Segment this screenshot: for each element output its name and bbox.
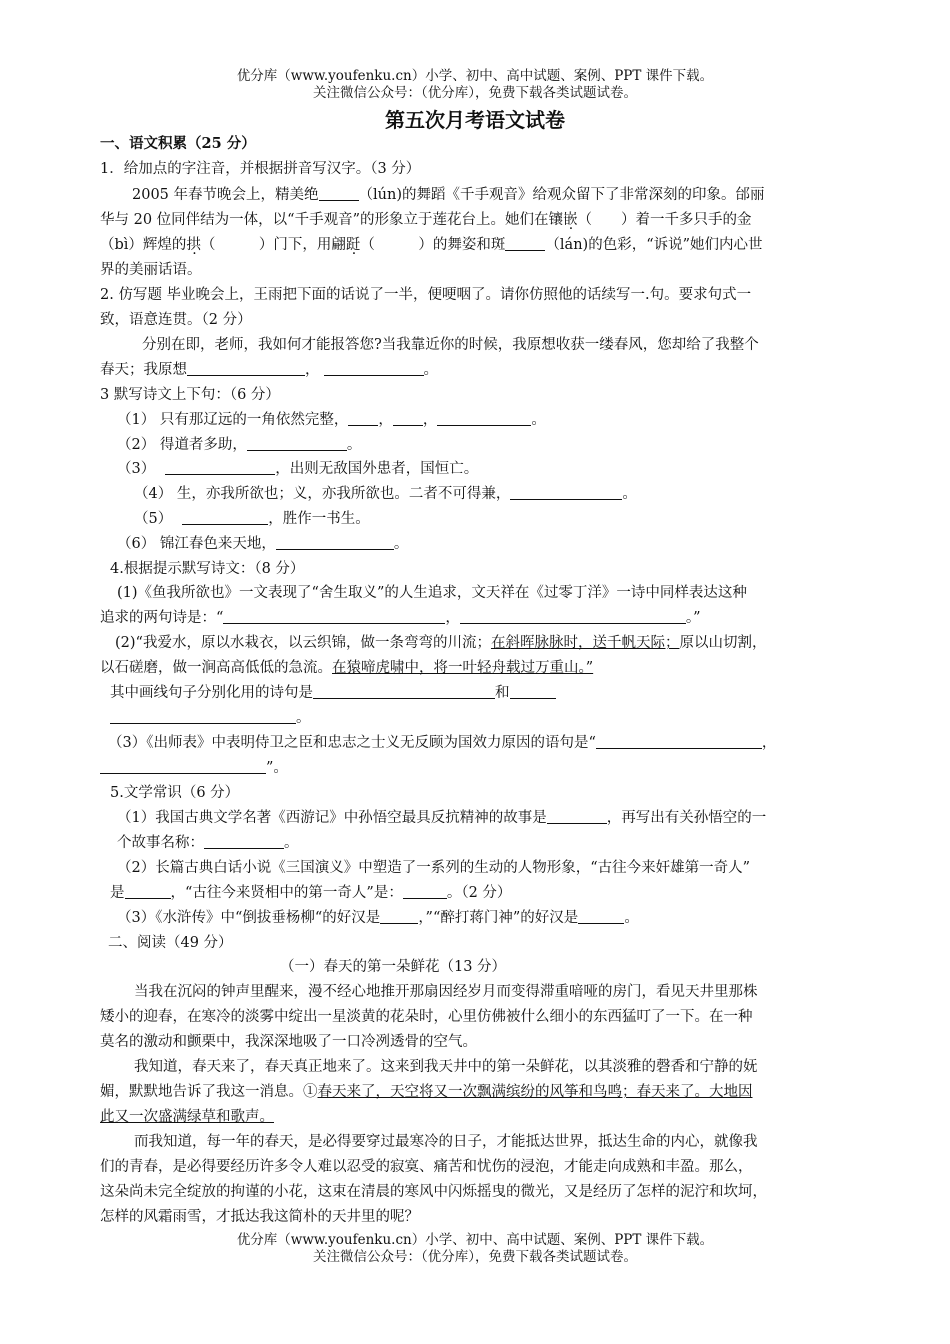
- q4-blank-3b[interactable]: [100, 759, 266, 774]
- q4-p2-line4: 。: [110, 708, 890, 728]
- para1-line2: 矮小的迎春，在寒冷的淡雾中绽出一星淡黄的花朵时，心里仿佛被什么细小的东西猛叮了一下。在一种: [100, 1009, 753, 1025]
- q5-stem: 5.文学常识（6 分）: [110, 785, 240, 801]
- para1-line3: 莫名的激动和颤栗中，我深深地吸了一口冷冽透骨的空气。: [100, 1034, 477, 1050]
- q3-blank-5[interactable]: [182, 510, 268, 525]
- section1-heading: 一、语文积累（25 分）: [100, 135, 256, 152]
- q3-blank-3[interactable]: [165, 460, 275, 475]
- q2-blank-2[interactable]: [324, 361, 424, 376]
- q4-p2-line2: 以石磋磨，做一涧高高低低的急流。在猿啼虎啸中，将一叶轻舟载过万重山。”: [100, 660, 594, 676]
- para2-line2: 媚，默默地告诉了我这一消息。①春天来了，天空将又一次飘满缤纷的风筝和鸟鸣；春天来了。大地因: [100, 1084, 753, 1100]
- reading-subtitle: （一）春天的第一朵鲜花（13 分）: [280, 959, 507, 975]
- q5-blank-3b[interactable]: [578, 909, 624, 924]
- q4-blank-1b[interactable]: [460, 609, 686, 624]
- q3-stem: 3 默写诗文上下句：（6 分）: [100, 387, 280, 403]
- para3-line4: 怎样的风霜雨雪，才抵达我这简朴的天井里的呢？: [100, 1209, 419, 1225]
- para3-line2: 们的青春，是必得要经历许多令人难以忍受的寂寞、痛苦和忧伤的浸泡，才能走向成熟和丰盈。那么，: [100, 1159, 753, 1175]
- q1-line2: 华与 20 位同伴结为一体，以“千手观音”的形象立于莲花台上。她们在镶嵌（ ）着一千多只手的金: [100, 212, 752, 228]
- header-line-1: 优分库（www.youfenku.cn）小学、初中、高中试题、案例、PPT 课件下载。: [236, 68, 714, 84]
- q4-blank-2a[interactable]: [313, 684, 495, 699]
- q3-item-6: （6） 锦江春色来天地， 。: [117, 536, 409, 552]
- q4-p1-line1: (1)《鱼我所欲也》一文表现了“舍生取义”的人生追求，文天祥在《过零丁洋》一诗中同样表达这种: [117, 585, 747, 601]
- q4-p2-line1: (2)“我爱水，原以水栽衣，以云织锦，做一条弯弯的川流；在斜晖脉脉时，送千帆天际；原以山切割，: [115, 635, 767, 651]
- q3-item-4: （4） 生，亦我所欲也；义，亦我所欲也。二者不可得兼， 。: [134, 486, 637, 502]
- q2-blank-1[interactable]: [187, 361, 305, 376]
- para2-line3: 此又一次盛满绿草和歌声。: [100, 1109, 274, 1125]
- q3-blank-1b[interactable]: [393, 411, 423, 426]
- q1-line1: 2005 年春节晚会上，精美绝 （lún)的舞蹈《千手观音》给观众留下了非常深刻的印象。邰丽: [132, 187, 765, 203]
- q3-blank-4[interactable]: [510, 485, 622, 500]
- para2-line1: 我知道，春天来了，春天真正地来了。这来到我天井中的第一朵鲜花，以其淡雅的磬香和宁静的妩: [134, 1059, 758, 1075]
- q5-p2-line2: 是 ，“古往今来贤相中的第一奇人”是： 。（2 分）: [110, 885, 512, 901]
- q2-line2: 春天；我原想 ， 。: [100, 362, 438, 378]
- q5-blank-1b[interactable]: [204, 834, 284, 849]
- para3-line1: 而我知道，每一年的春天，是必得要穿过最寒冷的日子，才能抵达世界，抵达生命的内心，就像我: [134, 1134, 758, 1150]
- q1-stem: 1．给加点的字注音，并根据拼音写汉字。（3 分）: [100, 161, 421, 177]
- q5-p2-line1: （2）长篇古典白话小说《三国演义》中塑造了一系列的生动的人物形象，“古往今来奸雄第一奇人”: [117, 860, 751, 876]
- q2-stem-2: 致，语意连贯。（2 分）: [100, 312, 252, 328]
- q5-blank-2a[interactable]: [125, 884, 171, 899]
- q2-stem-1: 2. 仿写题 毕业晚会上，王雨把下面的话说了一半，便哽咽了。请你仿照他的话续写一.句。要求句式一: [100, 287, 752, 303]
- page-title: 第五次月考语文试卷: [385, 108, 565, 132]
- para1-line1: 当我在沉闷的钟声里醒来，漫不经心地推开那扇因经岁月而变得滞重喑哑的房门，看见天井里那株: [134, 984, 758, 1000]
- q5-p3-line: （3）《水浒传》中“倒拔垂杨柳“的好汉是 ，”“醉打蒋门神”的好汉是 。: [117, 910, 639, 926]
- q2-line1: 分别在即，老师，我如何才能报答您?当我靠近你的时候，我原想收获一缕春风，您却给了我整个: [142, 337, 759, 353]
- q1-line4: 界的美丽话语。: [100, 262, 202, 278]
- q1-line3: （bì）辉煌的拱（ ）门下，用翩跹（ ）的舞姿和斑 （lán)的色彩，“诉说”她们内心世: [100, 237, 763, 253]
- q4-blank-1a[interactable]: [223, 609, 445, 624]
- q5-blank-3a[interactable]: [380, 909, 418, 924]
- para3-line3: 这朵尚未完全绽放的拘谨的小花，这束在清晨的寒风中闪烁摇曳的微光，又是经历了怎样的泥泞和坎坷，: [100, 1184, 767, 1200]
- q5-p1-line2: 个故事名称： 。: [117, 835, 299, 851]
- q3-item-5: （5） ，胜作一书生。: [134, 511, 370, 527]
- q5-blank-1a[interactable]: [547, 809, 607, 824]
- q1-blank-lan[interactable]: [505, 236, 545, 251]
- q5-blank-2b[interactable]: [403, 884, 447, 899]
- q5-p1-line1: （1）我国古典文学名著《西游记》中孙悟空最具反抗精神的故事是 ，再写出有关孙悟空的一: [117, 810, 767, 826]
- footer-line-2: 关注微信公众号：（优分库），免费下载各类试题试卷。: [313, 1249, 637, 1265]
- q3-item-3: （3） ，出则无敌国外患者，国恒亡。: [117, 461, 479, 477]
- q4-blank-2b[interactable]: [510, 684, 556, 699]
- q1-blank-lun[interactable]: [319, 186, 359, 201]
- q4-blank-2c[interactable]: [110, 709, 296, 724]
- q3-item-2: （2） 得道者多助， 。: [117, 437, 362, 453]
- q4-p1-line2: 追求的两句诗是：“ ， 。”: [100, 610, 701, 626]
- q4-p3-line1: （3）《出师表》中表明侍卫之臣和忠志之士义无反顾为国效力原因的语句是“ ，: [108, 735, 777, 751]
- q3-item-1: （1） 只有那辽远的一角依然完整， ， ， 。: [117, 412, 546, 428]
- q4-p3-line2: ”。: [100, 758, 880, 778]
- q3-blank-1c[interactable]: [437, 411, 531, 426]
- section2-heading: 二、阅读（49 分）: [108, 935, 233, 951]
- q3-blank-2[interactable]: [247, 436, 347, 451]
- q3-blank-6[interactable]: [276, 535, 394, 550]
- q4-p2-line3: 其中画线句子分别化用的诗句是 和: [110, 683, 890, 703]
- q4-blank-3a[interactable]: [596, 734, 762, 749]
- q3-blank-1a[interactable]: [348, 411, 378, 426]
- q4-stem: 4.根据提示默写诗文：（8 分）: [110, 561, 305, 577]
- footer-line-1: 优分库（www.youfenku.cn）小学、初中、高中试题、案例、PPT 课件下载。: [236, 1232, 714, 1248]
- header-line-2: 关注微信公众号：（优分库），免费下载各类试题试卷。: [313, 85, 637, 101]
